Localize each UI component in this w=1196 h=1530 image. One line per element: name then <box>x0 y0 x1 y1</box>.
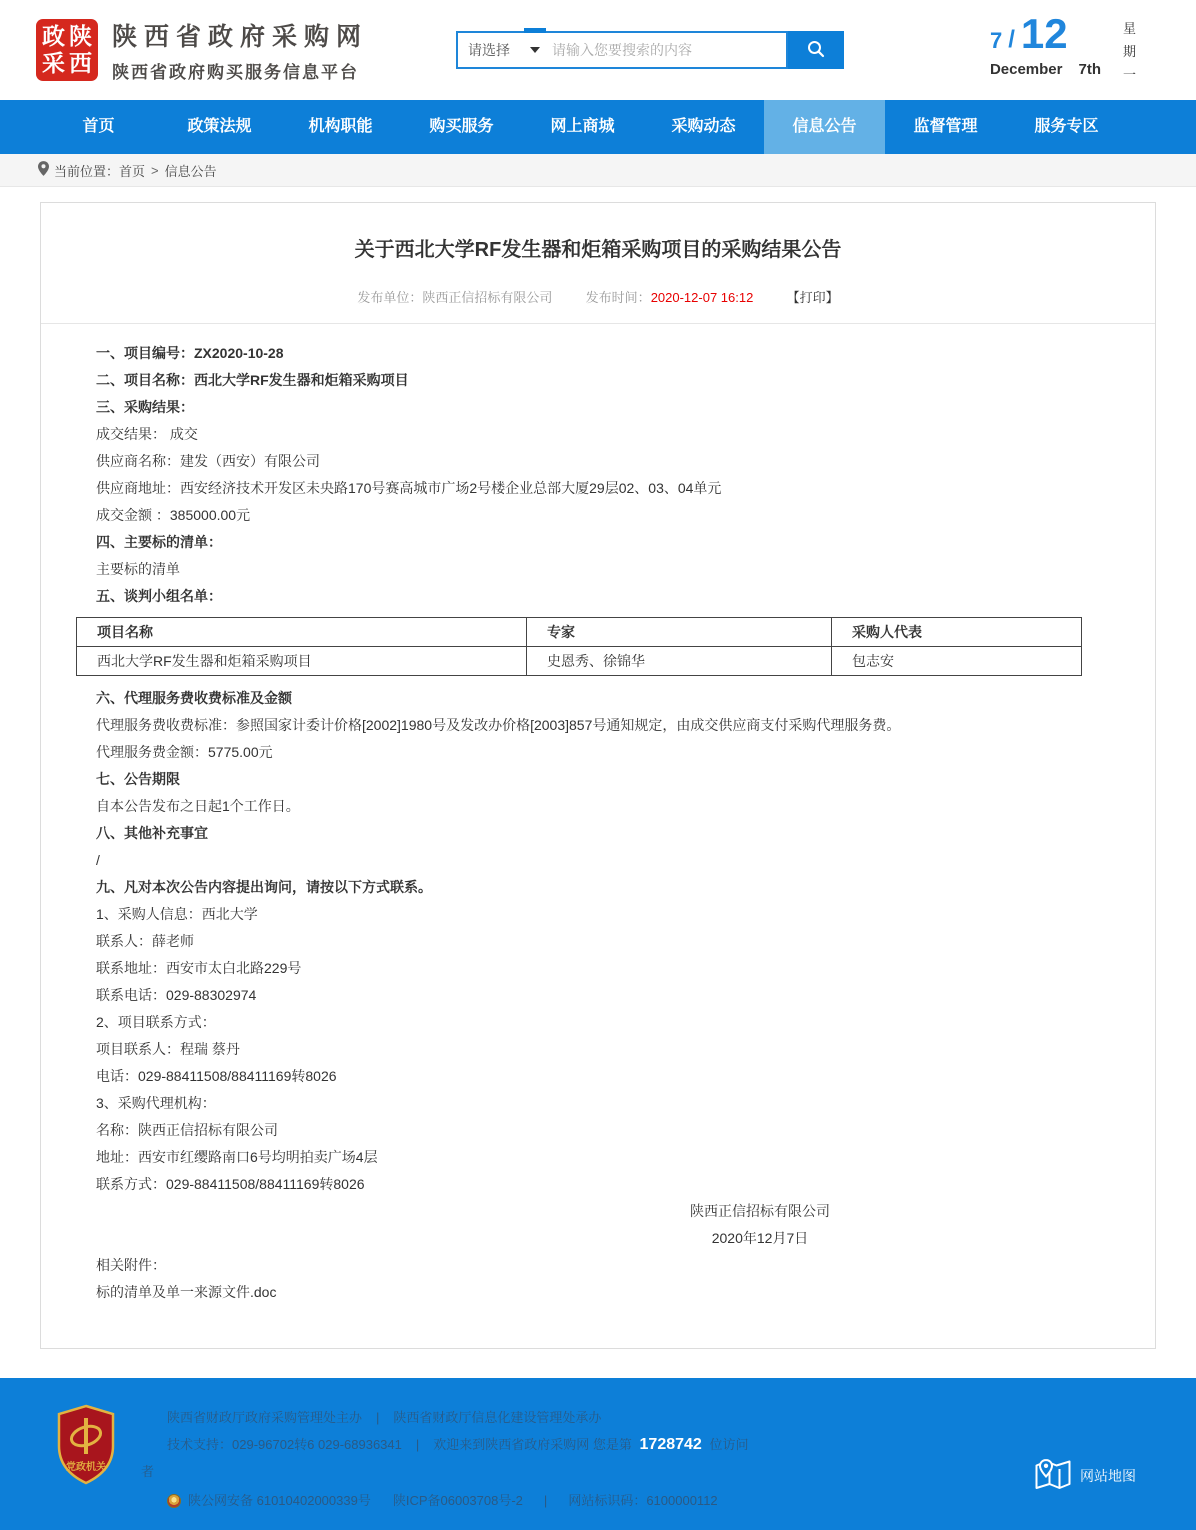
sitemap-link[interactable] <box>1035 1422 1136 1530</box>
article-paragraph: 五、谈判小组名单： <box>96 588 222 604</box>
breadcrumb <box>0 154 1196 187</box>
article-meta <box>41 287 1155 306</box>
nav-item-service-zone[interactable]: 服务专区 <box>1034 118 1099 135</box>
article-paragraph: 成交结果： 成交 <box>96 426 198 442</box>
date-english <box>990 61 1101 78</box>
article-paragraph: 联系人：薛老师 <box>96 933 194 949</box>
footer-text-block <box>141 1404 749 1530</box>
footer-wrap-char: 者 <box>141 1464 155 1479</box>
article-paragraph: 八、其他补充事宜 <box>96 825 208 841</box>
article-paragraph: 主要标的清单 <box>96 561 180 577</box>
nav-item-announcements[interactable]: 信息公告 <box>764 100 885 154</box>
date-numbers <box>989 9 1101 57</box>
search-accent-bar <box>524 28 546 33</box>
footer-icp[interactable]: 陕ICP备06003708号-2 <box>392 1493 523 1508</box>
article-paragraph: 项目联系人：程瑞 蔡丹 <box>96 1041 240 1057</box>
breadcrumb-separator: > <box>151 162 159 178</box>
article-paragraph: 3、采购代理机构： <box>96 1095 216 1111</box>
print-button[interactable]: 【打印】 <box>786 290 839 305</box>
footer-registration-line <box>167 1487 748 1514</box>
article-paragraph: / <box>96 852 100 868</box>
footer-separator: | <box>543 1493 548 1508</box>
nav-item-online-mall[interactable]: 网上商城 <box>550 118 615 135</box>
search-button[interactable] <box>788 31 844 69</box>
table-header-purchaser-rep: 采购人代表 <box>832 618 1082 647</box>
article-paragraph: 名称：陕西正信招标有限公司 <box>96 1122 278 1138</box>
attachment-link[interactable]: 标的清单及单一来源文件.doc <box>96 1284 277 1300</box>
breadcrumb-home-link[interactable]: 首页 <box>119 163 146 179</box>
site-subtitle: 陕西省政府购买服务信息平台 <box>112 63 359 82</box>
publisher-label: 发布单位： <box>357 290 423 305</box>
site-footer <box>0 1378 1196 1530</box>
table-header-row <box>77 618 1082 647</box>
meta-divider <box>41 323 1155 324</box>
article-paragraph: 联系方式：029-88411508/88411169转8026 <box>96 1176 365 1192</box>
footer-host-line <box>167 1404 748 1431</box>
location-pin-icon <box>38 161 54 179</box>
map-icon <box>1035 1459 1071 1493</box>
date-month-number: 12 <box>1020 9 1068 57</box>
footer-host: 陕西省财政厅政府采购管理处主办 <box>167 1410 363 1425</box>
breadcrumb-current[interactable]: 信息公告 <box>164 163 217 179</box>
footer-undertake: 陕西省财政厅信息化建设管理处承办 <box>393 1410 602 1425</box>
article-paragraph: 电话：029-88411508/88411169转8026 <box>96 1068 337 1084</box>
date-slash: / <box>1008 25 1015 53</box>
main-nav <box>0 100 1196 154</box>
footer-beian[interactable]: 陕公网安备 61010402000339号 <box>188 1493 371 1508</box>
article-paragraph: 1、采购人信息：西北大学 <box>96 906 258 922</box>
visitor-count: 1728742 <box>639 1436 702 1453</box>
article-paragraph: 地址：西安市红缨路南口6号均明拍卖广场4层 <box>96 1149 378 1165</box>
nav-item-supervision[interactable]: 监督管理 <box>913 118 978 135</box>
seal-char: 陕 <box>69 23 92 49</box>
publish-time-label: 发布时间： <box>585 290 651 305</box>
article-paragraph: 联系地址：西安市太白北路229号 <box>96 960 302 976</box>
article-paragraph: 六、代理服务费收费标准及金额 <box>96 690 292 706</box>
date-month-name: December <box>989 60 1063 78</box>
footer-welcome-post: 位访问 <box>709 1437 749 1452</box>
attachment-label: 相关附件： <box>96 1257 166 1273</box>
article-paragraph: 2、项目联系方式： <box>96 1014 216 1030</box>
article-paragraph: 一、项目编号：ZX2020-10-28 <box>96 345 284 361</box>
weekday-char: 期 <box>1122 43 1136 59</box>
search-input[interactable] <box>550 41 786 59</box>
article-paragraph: 供应商地址：西安经济技术开发区未央路170号赛高城市广场2号楼企业总部大厦29层02、03、04单元 <box>96 480 722 496</box>
cell-project-name: 西北大学RF发生器和炬箱采购项目 <box>77 647 527 676</box>
nav-item-policies[interactable]: 政策法规 <box>187 118 252 135</box>
article-paragraph: 成交金额 ：385000.00元 <box>96 507 251 523</box>
weekday-char: 一 <box>1122 66 1136 82</box>
signature-company: 陕西正信招标有限公司 <box>690 1203 830 1219</box>
svg-text:党政机关: 党政机关 <box>66 1462 106 1473</box>
table-header-project-name: 项目名称 <box>77 618 527 647</box>
police-badge-icon <box>167 1494 181 1508</box>
nav-item-procurement-news[interactable]: 采购动态 <box>671 118 736 135</box>
site-title: 陕西省政府采购网 <box>112 23 369 51</box>
seal-char: 西 <box>69 50 92 76</box>
article-paragraph: 七、公告期限 <box>96 771 180 787</box>
chevron-down-icon <box>530 47 540 53</box>
breadcrumb-label: 当前位置： <box>54 163 120 179</box>
government-emblem-shield-icon <box>55 1404 117 1530</box>
publish-time-value: 2020-12-07 16:12 <box>650 290 754 305</box>
search-category-select[interactable] <box>458 40 550 60</box>
article-paragraph: 四、主要标的清单： <box>96 534 222 550</box>
footer-welcome-pre: 欢迎来到陕西省政府采购网 您是第 <box>433 1437 632 1452</box>
signature-block <box>600 1198 920 1252</box>
article-paragraph: 联系电话：029-88302974 <box>96 987 257 1003</box>
weekday-label <box>1123 17 1136 86</box>
article-body <box>41 340 1155 1306</box>
article-card <box>40 202 1156 1349</box>
table-row <box>77 647 1082 676</box>
site-logo-seal[interactable] <box>36 19 98 81</box>
site-header <box>0 0 1196 100</box>
negotiation-group-table <box>76 617 1082 676</box>
date-day-number: 7 <box>989 27 1003 53</box>
search-box <box>456 31 788 69</box>
nav-item-home[interactable]: 首页 <box>82 118 115 135</box>
site-titles <box>112 17 368 83</box>
article-paragraph: 自本公告发布之日起1个工作日。 <box>96 798 300 814</box>
article-title: 关于西北大学RF发生器和炬箱采购项目的采购结果公告 <box>354 239 842 261</box>
search-icon <box>806 39 826 62</box>
nav-item-purchase-services[interactable]: 购买服务 <box>429 118 494 135</box>
footer-separator: | <box>376 1410 380 1425</box>
date-day-ordinal: 7th <box>1078 60 1101 78</box>
signature-date: 2020年12月7日 <box>711 1230 809 1246</box>
search-bar <box>456 31 844 69</box>
article-paragraph: 二、项目名称：西北大学RF发生器和炬箱采购项目 <box>96 372 409 388</box>
footer-site-code: 网站标识码：6100000112 <box>568 1493 718 1508</box>
date-display <box>989 9 1136 86</box>
cell-purchaser-rep: 包志安 <box>832 647 1082 676</box>
footer-tech-support: 技术支持：029-96702转6 029-68936341 <box>167 1437 402 1452</box>
table-header-experts: 专家 <box>527 618 832 647</box>
footer-separator: | <box>415 1437 420 1452</box>
publisher-value: 陕西正信招标有限公司 <box>422 290 553 305</box>
nav-item-functions[interactable]: 机构职能 <box>308 118 373 135</box>
seal-char: 采 <box>42 50 65 76</box>
footer-support-line <box>167 1431 748 1458</box>
article-paragraph: 供应商名称：建发（西安）有限公司 <box>96 453 320 469</box>
seal-char: 政 <box>42 23 65 49</box>
article-paragraph: 三、采购结果： <box>96 399 194 415</box>
article-paragraph: 代理服务费收费标准：参照国家计委计价格[2002]1980号及发改办价格[2003]857号通知规定，由成交供应商支付采购代理服务费。 <box>96 717 901 733</box>
search-category-value: 请选择 <box>468 42 511 58</box>
article-paragraph: 代理服务费金额：5775.00元 <box>96 744 273 760</box>
article-paragraph: 九、凡对本次公告内容提出询问，请按以下方式联系。 <box>96 879 432 895</box>
cell-experts: 史恩秀、徐锦华 <box>527 647 832 676</box>
sitemap-label: 网站地图 <box>1080 1468 1136 1484</box>
weekday-char: 星 <box>1122 20 1136 36</box>
